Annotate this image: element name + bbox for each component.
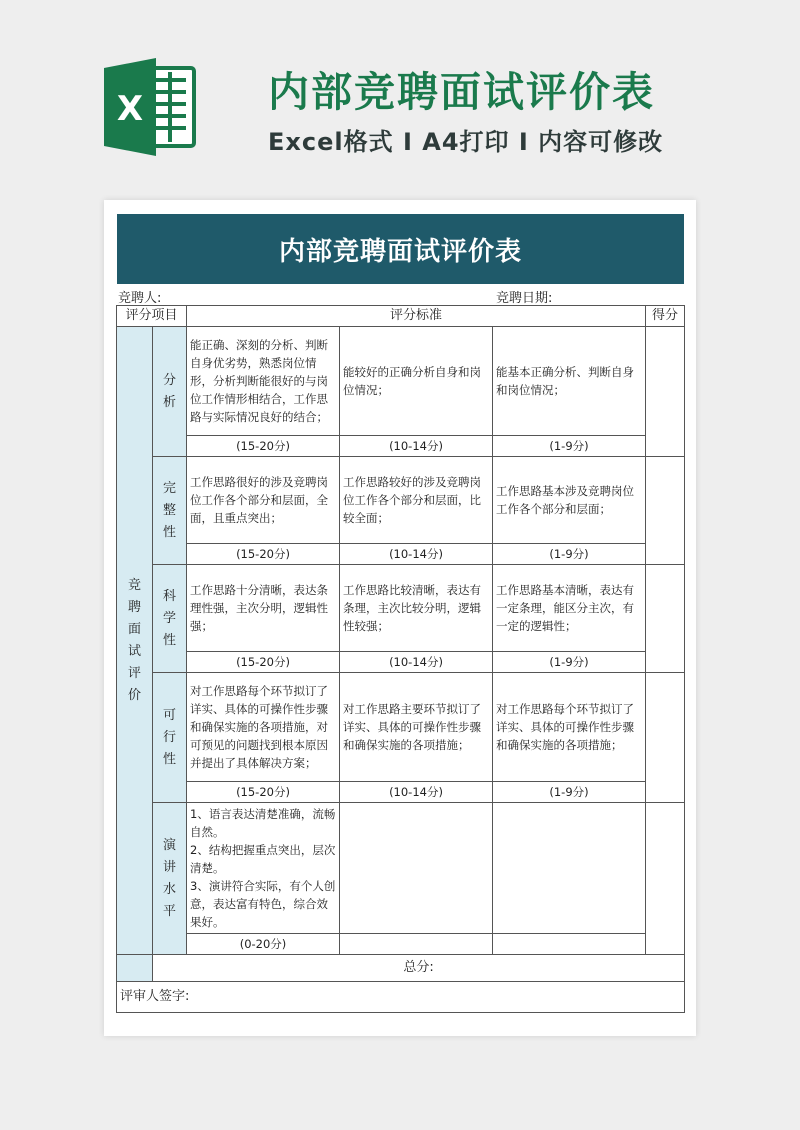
level-low-desc: 工作思路基本涉及竞聘岗位工作各个部分和层面；: [493, 457, 646, 544]
score-range-low: (1-9分): [493, 652, 646, 673]
level-mid-desc: 能较好的正确分析自身和岗位情况；: [340, 327, 493, 436]
criterion-row: [117, 565, 685, 652]
level-low-desc: 工作思路基本清晰，表达有一定条理，能区分主次，有一定的逻辑性；: [493, 565, 646, 652]
score-range-row: [117, 934, 685, 955]
criterion-row: [117, 673, 685, 782]
header-item: 评分项目: [117, 306, 187, 327]
total-row: [117, 955, 685, 982]
score-range-low: [493, 934, 646, 955]
criterion-name-text: 完整性: [162, 480, 176, 540]
criterion-row: [117, 803, 685, 934]
group-label-text: 竞聘面试评价: [127, 577, 141, 703]
score-cell[interactable]: [646, 327, 685, 457]
score-cell[interactable]: [646, 457, 685, 565]
header-score: 得分: [646, 306, 685, 327]
score-range-high: (15-20分): [187, 652, 340, 673]
excel-icon: [104, 58, 196, 156]
candidate-label: 竞聘人:: [118, 291, 162, 306]
score-range-mid: [340, 934, 493, 955]
criterion-name-text: 科学性: [162, 588, 176, 648]
evaluation-table: [116, 305, 685, 1013]
criterion-name-text: 演讲水平: [162, 837, 176, 919]
score-cell[interactable]: [646, 673, 685, 803]
group-label: [117, 327, 153, 955]
score-range-low: (1-9分): [493, 782, 646, 803]
total-label: 总分:: [153, 955, 685, 982]
level-high-desc: 能正确、深刻的分析、判断自身优劣势，熟悉岗位情形，分析判断能很好的与岗位工作情形相结合，工作思路与实际情况良好的结合；: [187, 327, 340, 436]
criterion-name: [153, 565, 187, 673]
criterion-name: [153, 803, 187, 955]
score-range-row: [117, 782, 685, 803]
level-mid-desc: 工作思路较好的涉及竞聘岗位工作各个部分和层面，比较全面；: [340, 457, 493, 544]
level-high-desc: 工作思路很好的涉及竞聘岗位工作各个部分和层面，全面，且重点突出；: [187, 457, 340, 544]
criterion-row: [117, 457, 685, 544]
page-title: 内部竞聘面试评价表: [268, 68, 655, 116]
score-range-low: (1-9分): [493, 436, 646, 457]
page-subtitle: Excel格式 Ⅰ A4打印 Ⅰ 内容可修改: [268, 128, 664, 156]
criterion-name: [153, 327, 187, 457]
score-range-high: (15-20分): [187, 782, 340, 803]
sheet-banner-title: 内部竞聘面试评价表: [117, 214, 684, 284]
group-label-tail: [117, 955, 153, 982]
excel-logo-letter: X: [116, 89, 144, 129]
criterion-name-text: 分析: [162, 372, 176, 410]
score-range-mid: (10-14分): [340, 652, 493, 673]
score-range-mid: (10-14分): [340, 436, 493, 457]
score-range-low: (1-9分): [493, 544, 646, 565]
score-range-row: [117, 652, 685, 673]
score-range-mid: (10-14分): [340, 782, 493, 803]
level-high-desc: 工作思路十分清晰，表达条理性强，主次分明，逻辑性强；: [187, 565, 340, 652]
header-criteria: 评分标准: [187, 306, 646, 327]
score-range-mid: (10-14分): [340, 544, 493, 565]
reviewer-signature-field[interactable]: 评审人签字:: [117, 982, 685, 1013]
score-range-high: (0-20分): [187, 934, 340, 955]
criterion-name-text: 可行性: [162, 707, 176, 767]
level-mid-desc: 对工作思路主要环节拟订了详实、具体的可操作性步骤和确保实施的各项措施；: [340, 673, 493, 782]
table-header-row: [117, 306, 685, 327]
level-low-desc: 对工作思路每个环节拟订了详实、具体的可操作性步骤和确保实施的各项措施；: [493, 673, 646, 782]
level-mid-desc: [340, 803, 493, 934]
score-cell[interactable]: [646, 803, 685, 955]
level-low-desc: [493, 803, 646, 934]
level-high-desc: 对工作思路每个环节拟订了详实、具体的可操作性步骤和确保实施的各项措施，对可预见的问题找到根本原因并提出了具体解决方案；: [187, 673, 340, 782]
level-high-desc: 1、语言表达清楚准确，流畅自然。 2、结构把握重点突出，层次清楚。 3、演讲符合实际，有个人创意，表达富有特色，综合效果好。: [187, 803, 340, 934]
level-low-desc: 能基本正确分析、判断自身和岗位情况；: [493, 327, 646, 436]
score-range-row: [117, 436, 685, 457]
criterion-row: [117, 327, 685, 436]
score-range-row: [117, 544, 685, 565]
score-range-high: (15-20分): [187, 544, 340, 565]
level-mid-desc: 工作思路比较清晰，表达有条理，主次比较分明，逻辑性较强；: [340, 565, 493, 652]
score-range-high: (15-20分): [187, 436, 340, 457]
criterion-name: [153, 673, 187, 803]
score-cell[interactable]: [646, 565, 685, 673]
signature-row: [117, 982, 685, 1013]
criterion-name: [153, 457, 187, 565]
date-label: 竞聘日期:: [496, 291, 553, 306]
